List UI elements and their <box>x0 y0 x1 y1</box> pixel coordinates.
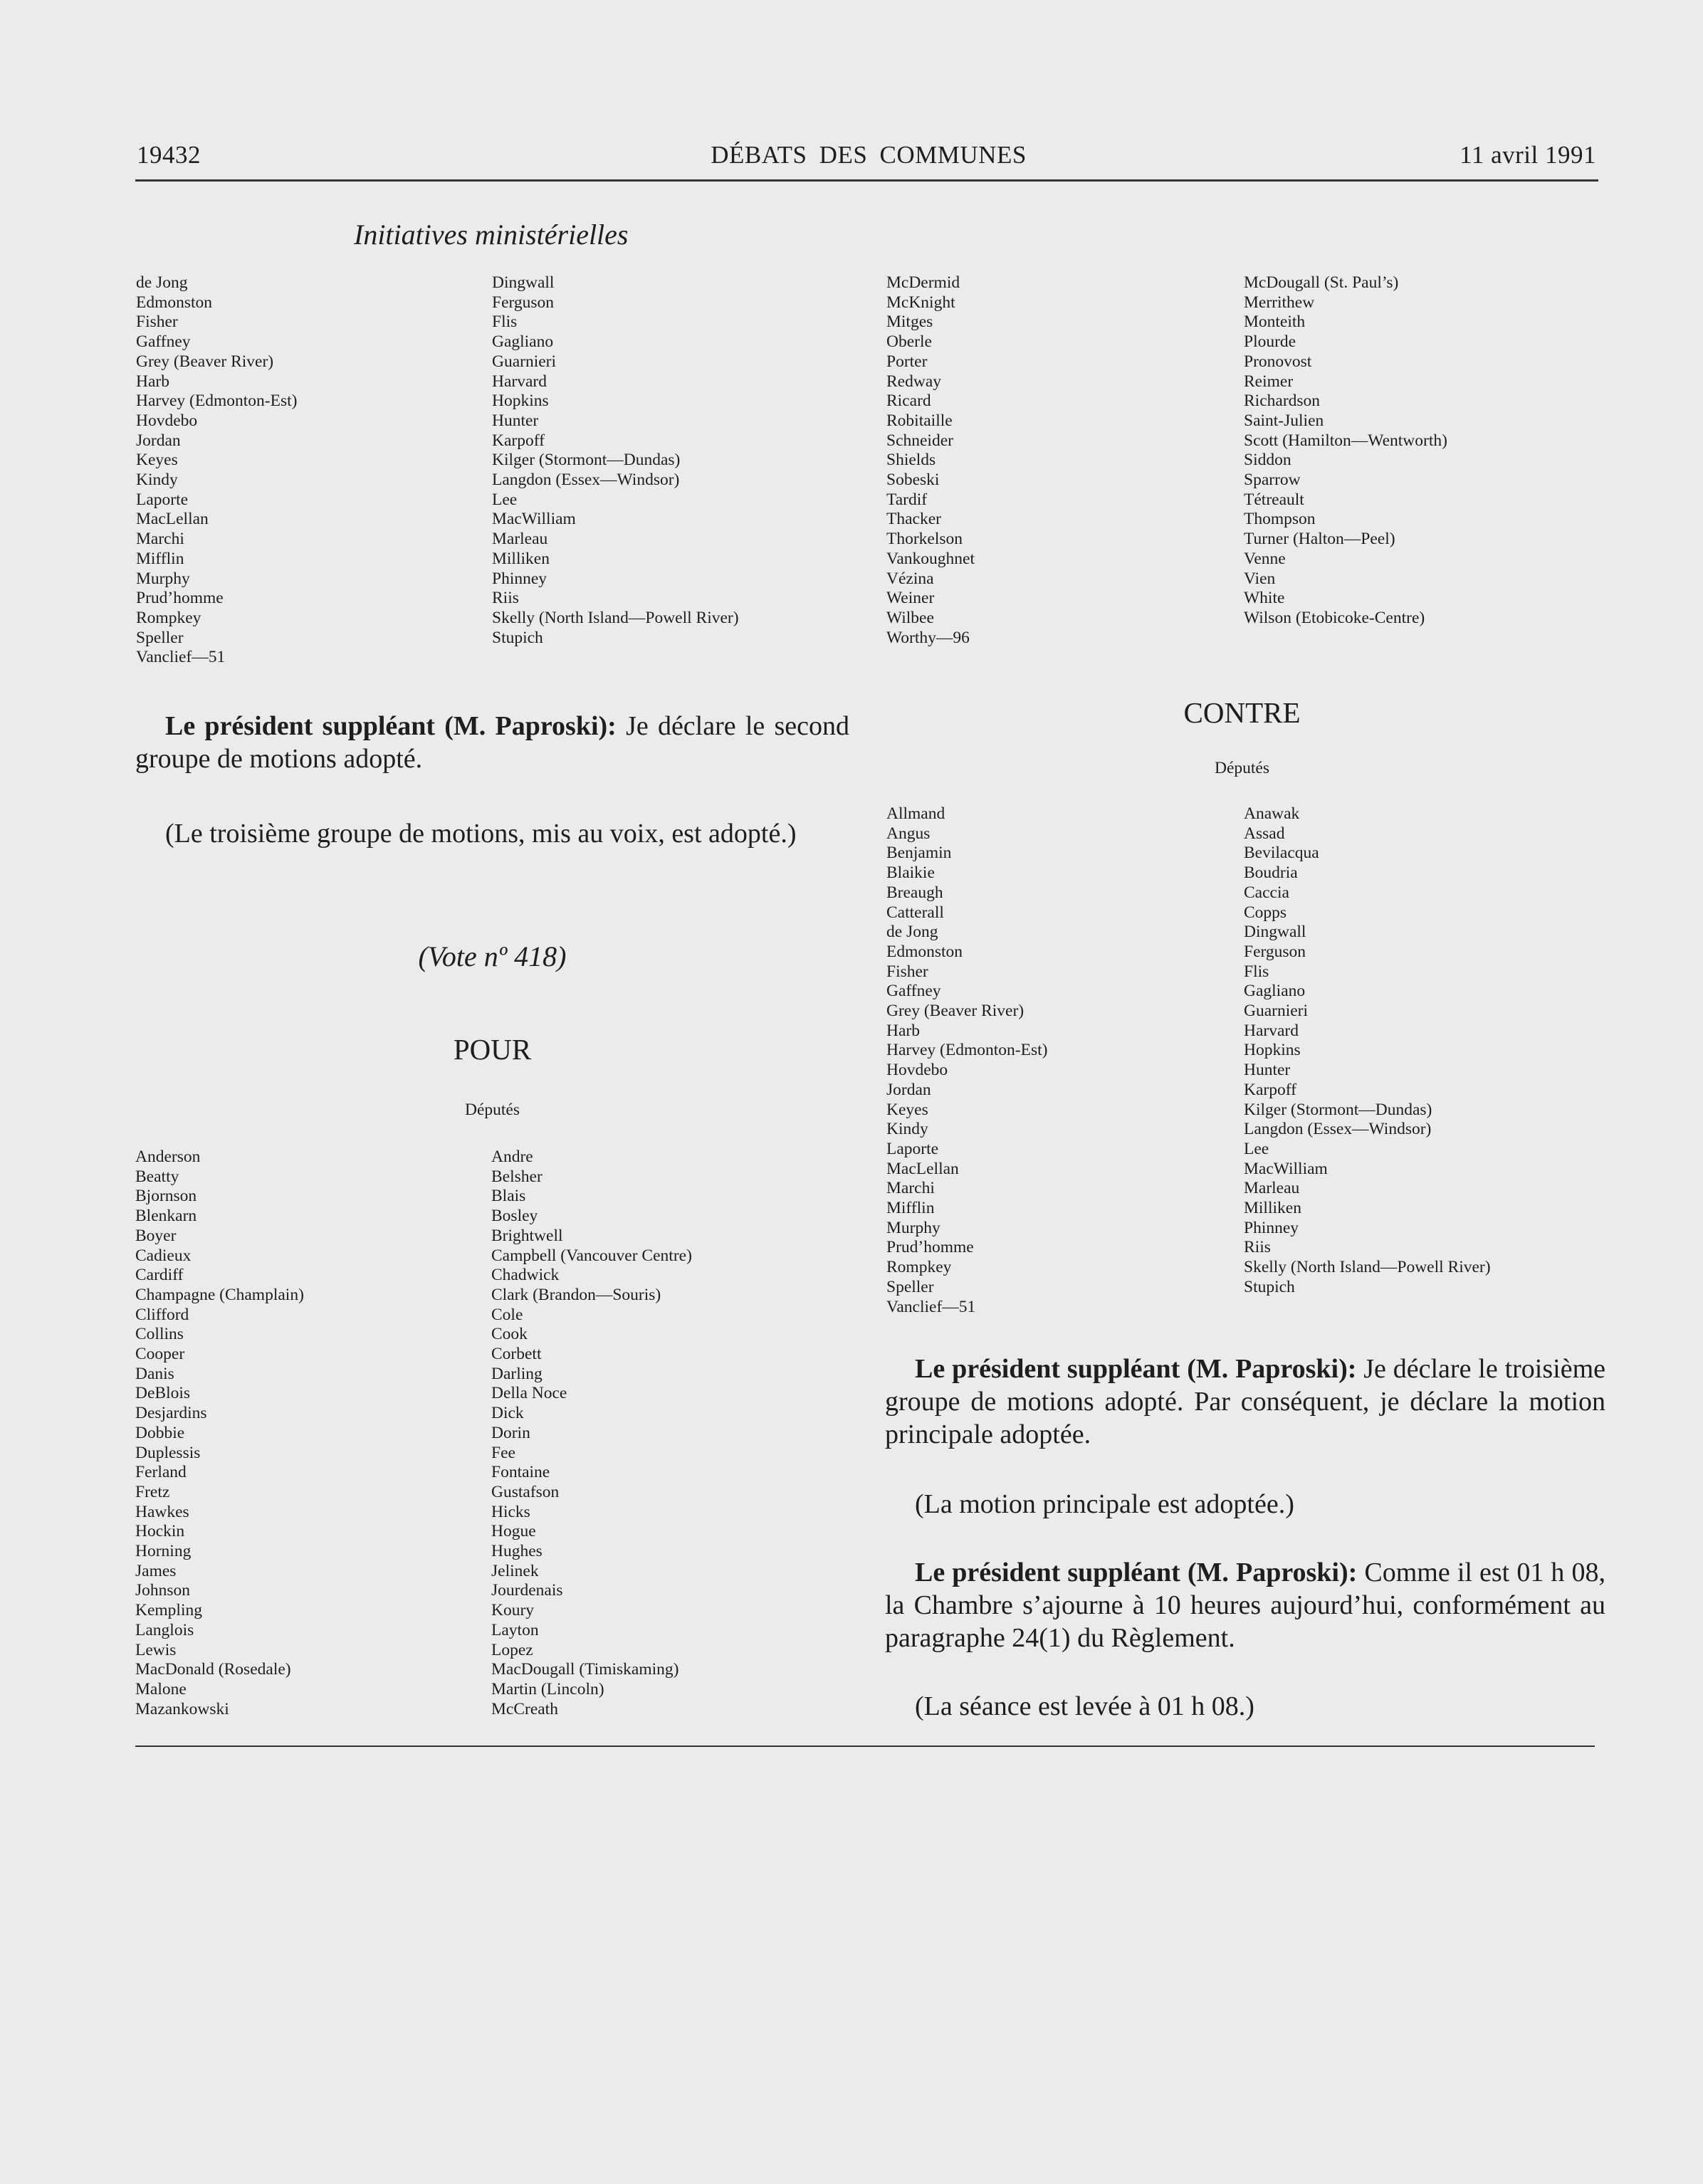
member-name: Prud’homme <box>886 1238 974 1257</box>
member-name: Lopez <box>491 1640 533 1659</box>
member-name: Keyes <box>886 1100 928 1119</box>
member-name: Ferguson <box>492 293 555 312</box>
member-name: Boyer <box>135 1226 177 1245</box>
member-name: Wilbee <box>886 608 934 627</box>
member-name: Harvey (Edmonton-Est) <box>886 1041 1048 1060</box>
member-name: Turner (Halton—Peel) <box>1244 530 1395 549</box>
member-name: Kilger (Stormont—Dundas) <box>1244 1100 1432 1119</box>
member-name: Desjardins <box>135 1404 207 1423</box>
member-name: Anawak <box>1244 804 1300 823</box>
member-name: Lee <box>492 490 518 509</box>
member-name: Anderson <box>135 1148 201 1166</box>
member-name: Prud’homme <box>136 589 224 608</box>
member-name: Layton <box>491 1620 539 1639</box>
member-name: Guarnieri <box>1244 1002 1309 1021</box>
member-name: Shields <box>886 451 936 470</box>
member-name: Langdon (Essex—Windsor) <box>492 471 680 490</box>
member-name: Phinney <box>492 569 547 588</box>
member-name: Sobeski <box>886 471 940 490</box>
member-name: MacDougall (Timiskaming) <box>491 1660 679 1679</box>
publication-date: 11 avril 1991 <box>1460 141 1596 169</box>
member-name: Angus <box>886 824 931 843</box>
speaker-name: Le président suppléant (M. Paproski): <box>915 1558 1358 1587</box>
footer-rule <box>135 1745 1595 1747</box>
member-name: Hunter <box>492 411 539 430</box>
member-name: Jordan <box>136 431 181 450</box>
member-name: Jelinek <box>491 1561 539 1580</box>
member-name: Cardiff <box>135 1266 184 1285</box>
member-name: Hovdebo <box>886 1061 948 1080</box>
member-name: Thompson <box>1244 510 1316 529</box>
vote-number: (Vote nº 418) <box>418 940 567 972</box>
member-name: Benjamin <box>886 844 952 863</box>
member-name: Champagne (Champlain) <box>135 1285 304 1304</box>
paragraph-text: Je déclare le troisième groupe de motions adopté. Par conséquent, je déclare la motion principale adoptée. <box>885 1354 1605 1449</box>
member-name: Marchi <box>136 530 184 549</box>
member-name: Hogue <box>491 1522 536 1541</box>
member-name: Milliken <box>1244 1199 1301 1218</box>
speaker-name: Le président suppléant (M. Paproski): <box>165 711 617 741</box>
member-name: Johnson <box>135 1581 191 1600</box>
member-name: Merrithew <box>1244 293 1315 312</box>
member-name: Duplessis <box>135 1443 201 1462</box>
vote-list-col-4 <box>1244 273 1447 629</box>
member-name: Jourdenais <box>491 1581 563 1600</box>
member-name: Sparrow <box>1244 471 1301 490</box>
member-name: Hovdebo <box>136 411 198 430</box>
member-name: Reimer <box>1244 372 1294 391</box>
member-name: Horning <box>135 1542 192 1561</box>
member-name: Marleau <box>492 530 548 549</box>
procedure-note-3: (La séance est levée à 01 h 08.) <box>915 1691 1254 1721</box>
member-name: Boudria <box>1244 863 1298 883</box>
member-name: Guarnieri <box>492 352 557 371</box>
member-name: Fisher <box>136 313 178 332</box>
member-name: Cooper <box>135 1345 185 1364</box>
member-name: Kilger (Stormont—Dundas) <box>492 451 681 470</box>
member-name: Mifflin <box>136 549 184 568</box>
member-name: Grey (Beaver River) <box>886 1002 1025 1021</box>
member-name: Skelly (North Island—Powell River) <box>1244 1258 1491 1277</box>
member-name: Campbell (Vancouver Centre) <box>491 1246 692 1265</box>
member-name: Caccia <box>1244 883 1289 902</box>
member-name: Richardson <box>1244 392 1321 411</box>
member-name: Cole <box>491 1305 523 1324</box>
member-name: Dingwall <box>492 273 555 292</box>
member-name: Catterall <box>886 903 944 922</box>
member-name: Lee <box>1244 1139 1269 1158</box>
member-name: Gaffney <box>136 332 191 352</box>
member-name: Mazankowski <box>135 1699 229 1718</box>
member-name: Ferguson <box>1244 942 1306 961</box>
member-name: Fontaine <box>491 1463 550 1482</box>
member-name: Vien <box>1244 569 1276 588</box>
member-name: Mifflin <box>886 1199 935 1218</box>
member-name: Cook <box>491 1325 528 1344</box>
member-name: Vanclief—51 <box>136 648 226 667</box>
member-name: Monteith <box>1244 313 1306 332</box>
member-name: Malone <box>135 1679 187 1699</box>
member-name: Chadwick <box>491 1266 560 1285</box>
member-name: Blenkarn <box>135 1207 197 1226</box>
member-name: Assad <box>1244 824 1285 843</box>
procedure-note-1: (Le troisième groupe de motions, mis au voix, est adopté.) <box>165 819 797 849</box>
member-name: Tardif <box>886 490 928 509</box>
member-name: Corbett <box>491 1345 542 1364</box>
member-name: Gustafson <box>491 1482 560 1501</box>
member-name: DeBlois <box>135 1384 191 1403</box>
member-name: Danis <box>135 1364 174 1383</box>
member-name: Porter <box>886 352 928 371</box>
member-name: Flis <box>492 313 518 332</box>
procedure-note-2: (La motion principale est adoptée.) <box>915 1489 1294 1519</box>
member-name: Flis <box>1244 962 1269 981</box>
member-name: Harvard <box>492 372 547 391</box>
member-name: Ricard <box>886 392 931 411</box>
member-name: Speller <box>136 628 184 647</box>
member-name: Riis <box>492 589 519 608</box>
member-name: Murphy <box>136 569 190 588</box>
member-name: Weiner <box>886 589 935 608</box>
member-name: Laporte <box>886 1139 939 1158</box>
member-name: James <box>135 1561 177 1580</box>
member-name: Fisher <box>886 962 928 981</box>
member-name: Worthy—96 <box>886 628 970 647</box>
member-name: de Jong <box>136 273 188 292</box>
member-name: Clifford <box>135 1305 189 1324</box>
member-name: Dorin <box>491 1423 530 1442</box>
contre-list-col-1 <box>886 804 1047 1317</box>
member-name: Rompkey <box>136 608 201 627</box>
member-name: Hockin <box>135 1522 185 1541</box>
member-name: Siddon <box>1244 451 1291 470</box>
member-name: MacLellan <box>886 1159 959 1178</box>
pour-subheading: Députés <box>464 1101 520 1119</box>
member-name: Bosley <box>491 1207 538 1226</box>
member-name: Riis <box>1244 1238 1271 1257</box>
member-name: Fee <box>491 1443 515 1462</box>
member-name: McCreath <box>491 1699 558 1718</box>
pour-list-col-2 <box>491 1148 692 1719</box>
member-name: de Jong <box>886 923 938 942</box>
member-name: Phinney <box>1244 1218 1299 1237</box>
member-name: Milliken <box>492 549 550 568</box>
member-name: Brightwell <box>491 1226 563 1245</box>
member-name: Edmonston <box>136 293 213 312</box>
member-name: Martin (Lincoln) <box>491 1679 604 1699</box>
contre-heading: CONTRE <box>1183 696 1301 729</box>
member-name: Andre <box>491 1148 533 1166</box>
member-name: Blaikie <box>886 863 935 883</box>
section-title: Initiatives ministérielles <box>354 219 629 251</box>
member-name: Murphy <box>886 1218 940 1237</box>
vote-list-col-2 <box>492 273 739 648</box>
member-name: Belsher <box>491 1167 543 1186</box>
member-name: Thorkelson <box>886 530 963 549</box>
paragraph-text: Je déclare le second groupe de motions adopté. <box>135 711 850 774</box>
member-name: Saint-Julien <box>1244 411 1324 430</box>
member-name: Lewis <box>135 1640 177 1659</box>
member-name: McDermid <box>886 273 960 292</box>
member-name: Hopkins <box>1244 1041 1301 1060</box>
member-name: Darling <box>491 1364 543 1383</box>
member-name: Bevilacqua <box>1244 844 1319 863</box>
member-name: Vankoughnet <box>886 549 975 568</box>
member-name: Marchi <box>886 1179 935 1198</box>
member-name: Copps <box>1244 903 1287 922</box>
member-name: Hopkins <box>492 392 549 411</box>
member-name: Clark (Brandon—Souris) <box>491 1285 661 1304</box>
member-name: McDougall (St. Paul’s) <box>1244 273 1399 292</box>
speaker-name: Le président suppléant (M. Paproski): <box>915 1354 1357 1384</box>
member-name: Karpoff <box>492 431 545 450</box>
member-name: Laporte <box>136 490 189 509</box>
member-name: Langdon (Essex—Windsor) <box>1244 1120 1432 1139</box>
member-name: Wilson (Etobicoke-Centre) <box>1244 608 1425 627</box>
member-name: Koury <box>491 1601 535 1620</box>
member-name: Stupich <box>492 628 543 647</box>
page-number: 19432 <box>137 141 201 169</box>
member-name: Dobbie <box>135 1423 185 1442</box>
member-name: Blais <box>491 1187 526 1206</box>
member-name: Beatty <box>135 1167 179 1186</box>
member-name: Skelly (North Island—Powell River) <box>492 608 739 627</box>
member-name: Dingwall <box>1244 923 1306 942</box>
member-name: Robitaille <box>886 411 953 430</box>
member-name: White <box>1244 589 1285 608</box>
speaker-paragraph-3 <box>885 1556 1605 1654</box>
member-name: McKnight <box>886 293 955 312</box>
member-name: Jordan <box>886 1080 931 1099</box>
member-name: Hawkes <box>135 1502 189 1521</box>
member-name: Scott (Hamilton—Wentworth) <box>1244 431 1447 450</box>
member-name: Thacker <box>886 510 941 529</box>
member-name: MacDonald (Rosedale) <box>135 1660 291 1679</box>
member-name: Allmand <box>886 804 945 823</box>
member-name: MacWilliam <box>1244 1159 1328 1178</box>
contre-list-col-2 <box>1244 804 1491 1298</box>
speaker-paragraph-2 <box>885 1353 1605 1451</box>
member-name: Bjornson <box>135 1187 197 1206</box>
member-name: Gaffney <box>886 982 941 1001</box>
member-name: Schneider <box>886 431 953 450</box>
member-name: Stupich <box>1244 1277 1295 1296</box>
member-name: Tétreault <box>1244 490 1304 509</box>
member-name: Hughes <box>491 1542 543 1561</box>
member-name: Kempling <box>135 1601 202 1620</box>
pour-list-col-1 <box>135 1148 304 1719</box>
member-name: Cadieux <box>135 1246 192 1265</box>
member-name: MacLellan <box>136 510 209 529</box>
member-name: Hicks <box>491 1502 530 1521</box>
header-rule <box>135 179 1598 182</box>
member-name: Harb <box>136 372 169 391</box>
member-name: Marleau <box>1244 1179 1300 1198</box>
member-name: Karpoff <box>1244 1080 1296 1099</box>
member-name: Gagliano <box>492 332 554 352</box>
member-name: Breaugh <box>886 883 943 902</box>
member-name: MacWilliam <box>492 510 576 529</box>
speaker-paragraph-1 <box>135 710 849 775</box>
member-name: Gagliano <box>1244 982 1306 1001</box>
publication-title: DÉBATS DES COMMUNES <box>711 141 1027 169</box>
member-name: Venne <box>1244 549 1286 568</box>
contre-subheading: Députés <box>1214 759 1269 777</box>
member-name: Kindy <box>886 1120 928 1139</box>
member-name: Harvey (Edmonton-Est) <box>136 392 298 411</box>
pour-heading: POUR <box>453 1033 532 1066</box>
member-name: Harvard <box>1244 1021 1299 1040</box>
paragraph-text: Comme il est 01 h 08, la Chambre s’ajourne à 10 heures aujourd’hui, conformément au paragraphe 24(1) du Règlement. <box>885 1558 1606 1653</box>
member-name: Rompkey <box>886 1258 952 1277</box>
member-name: Vézina <box>886 569 934 588</box>
member-name: Edmonston <box>886 942 963 961</box>
member-name: Della Noce <box>491 1384 567 1403</box>
member-name: Keyes <box>136 451 178 470</box>
member-name: Speller <box>886 1277 934 1296</box>
member-name: Grey (Beaver River) <box>136 352 274 371</box>
member-name: Mitges <box>886 313 933 332</box>
member-name: Redway <box>886 372 942 391</box>
member-name: Dick <box>491 1404 524 1423</box>
member-name: Plourde <box>1244 332 1296 352</box>
member-name: Pronovost <box>1244 352 1312 371</box>
vote-list-col-1 <box>136 273 297 668</box>
member-name: Harb <box>886 1021 920 1040</box>
vote-list-col-3 <box>886 273 975 648</box>
member-name: Vanclief—51 <box>886 1297 976 1316</box>
member-name: Collins <box>135 1325 184 1344</box>
member-name: Ferland <box>135 1463 187 1482</box>
member-name: Kindy <box>136 471 178 490</box>
member-name: Hunter <box>1244 1061 1291 1080</box>
member-name: Fretz <box>135 1482 170 1501</box>
member-name: Langlois <box>135 1620 194 1639</box>
member-name: Oberle <box>886 332 932 352</box>
